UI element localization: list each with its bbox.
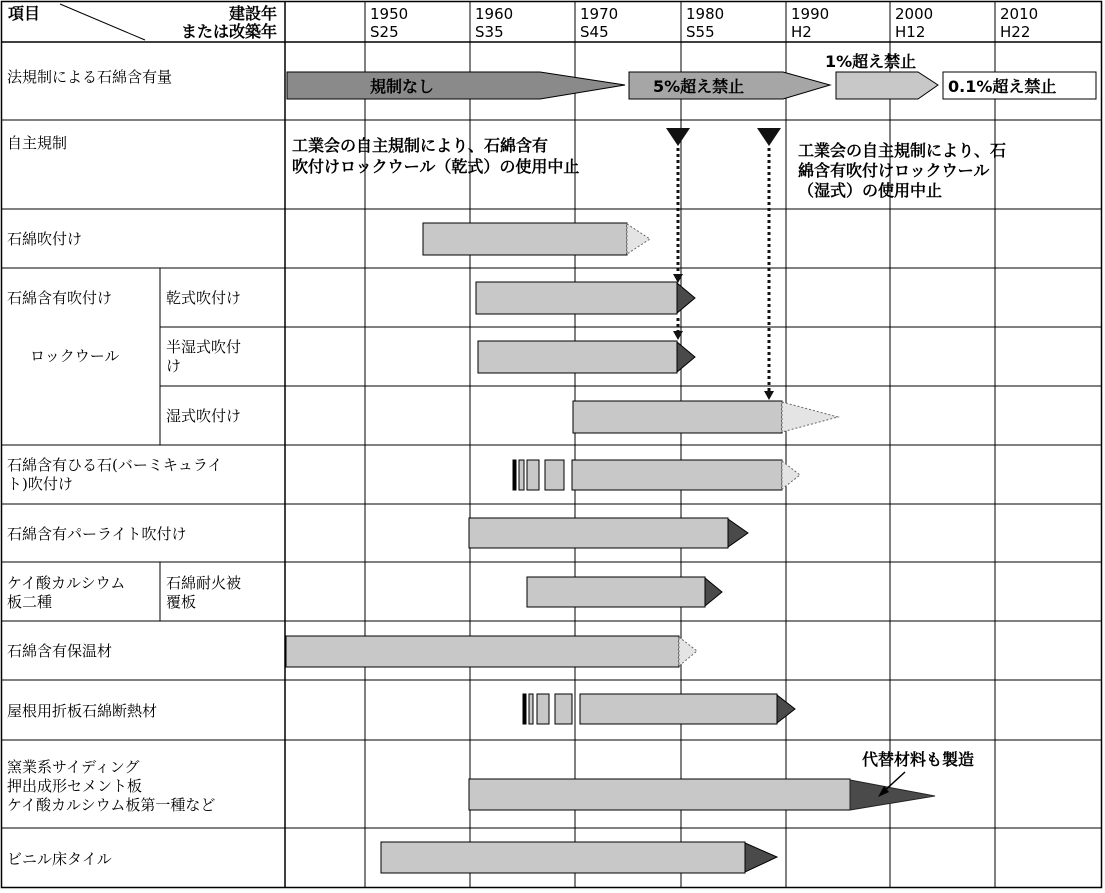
row-label-semi-wet-spray-2: け [166,357,182,375]
header [8,4,277,41]
row-label-asbestos-spray: 石綿吹付け [7,230,83,248]
row-label-siding: 窯業系サイディング [7,758,140,776]
row-label-law: 法規制による石綿含有量 [7,68,173,86]
marker-dry-stop [666,128,690,146]
bar-insulation [286,636,679,667]
row-labels [7,68,241,868]
bar-roof-insulation [580,694,777,724]
bar-semi-wet-spray [478,341,677,373]
row-label-perlite: 石綿含有パーライト吹付け [7,525,187,543]
label-1pct-ban: 1%超え禁止 [825,52,917,71]
row-label-fireproof-board-2: 覆板 [166,593,197,611]
row-label-self-regulation: 自主規制 [7,134,68,152]
decade-era-label: S35 [475,23,504,41]
tip-semi-wet-spray [677,342,695,372]
bar-vinyl-tile [381,842,745,873]
note-wet-stop-1: 工業会の自主規制により、石 [798,141,1007,160]
decade-era-label: S55 [686,23,715,41]
row-label-wet-spray: 湿式吹付け [166,407,242,425]
row-label-calcium-silicate-2: 板二種 [7,593,53,611]
tip-dry-spray [677,283,695,313]
sporadic-mark-roof [555,694,572,724]
row-label-calcium-silicate-1: ケイ酸カルシウム板第一種など [7,796,216,814]
bar-wet-spray [573,401,782,433]
decade-era-label: H12 [895,23,926,41]
row-label-roof-insulation: 屋根用折板石綿断熱材 [7,702,158,720]
label-01pct-ban: 0.1%超え禁止 [948,77,1057,96]
sporadic-mark-vermiculite [545,460,564,490]
decade-year-label: 1950 [370,5,409,23]
sporadic-mark-vermiculite [513,460,516,490]
product-bars [286,223,935,873]
sporadic-mark-vermiculite [519,460,524,490]
decade-year-label: 1980 [686,5,725,23]
row-label-dry-spray: 乾式吹付け [166,289,242,307]
decade-year-label: 2010 [1000,5,1039,23]
bar-siding [469,779,850,810]
sporadic-mark-roof [529,694,533,724]
decade-year-label: 1990 [791,5,830,23]
row-label-fireproof-board: 石綿耐火被 [166,574,242,592]
tip-vermiculite [782,461,800,489]
decade-era-label: H2 [791,23,812,41]
sporadic-mark-vermiculite [527,460,539,490]
bar-no-regulation [287,72,625,99]
label-5pct-ban: 5%超え禁止 [653,77,745,96]
note-wet-stop-3: （湿式）の使用中止 [798,181,943,200]
row-label-extruded-cement: 押出成形セメント板 [7,777,143,795]
note-dry-stop-2: 吹付けロックウール（乾式）の使用中止 [292,157,580,176]
header-year-label-2: または改築年 [180,22,277,41]
tip-perlite [728,519,748,547]
sporadic-mark-roof [523,694,526,724]
row-label-vermiculite-2: ト)吹付け [7,475,73,493]
decade-era-label: H22 [1000,23,1031,41]
arrow-wet-head [764,391,774,400]
note-alternative-materials: 代替材料も製造 [862,750,975,769]
header-year-label-1: 建設年 [228,4,277,23]
row-label-semi-wet-spray: 半湿式吹付 [166,338,242,356]
row-label-calcium-silicate: ケイ酸カルシウム [7,574,126,592]
bar-1pct-ban [836,72,938,99]
tip-calcium-silicate [705,578,722,606]
tip-insulation [679,637,697,666]
header-item-label: 項目 [8,4,41,23]
sporadic-mark-roof [537,694,549,724]
tip-wet-spray [782,402,838,432]
bar-dry-spray [476,282,677,314]
decade-era-label: S25 [370,23,399,41]
note-wet-stop-2: 綿含有吹付けロックウール [798,161,990,180]
decade-year-label: 1970 [580,5,619,23]
bar-asbestos-spray [423,223,627,255]
note-dry-stop-1: 工業会の自主規制により、石綿含有 [292,136,549,155]
bar-calcium-silicate [527,577,705,607]
label-no-regulation: 規制なし [370,77,435,96]
bar-vermiculite [572,460,782,490]
row-label-vinyl-tile: ビニル床タイル [7,850,112,868]
decade-year-label: 2000 [895,5,934,23]
decade-era-label: S45 [580,23,609,41]
row-label-rockwool: ロックウール [30,347,120,365]
tip-asbestos-spray [627,224,650,254]
bar-perlite [469,518,728,548]
decade-year-label: 1960 [475,5,514,23]
row-label-vermiculite: 石綿含有ひる石(バーミキュライ [7,456,223,474]
self-regulation-notes [292,136,1006,200]
row-label-insulation: 石綿含有保温材 [7,642,113,660]
header-diagonal [60,4,145,40]
tip-vinyl-tile [745,843,777,872]
row-label-rockwool-group: 石綿含有吹付け [7,289,113,307]
marker-wet-stop [757,128,781,146]
